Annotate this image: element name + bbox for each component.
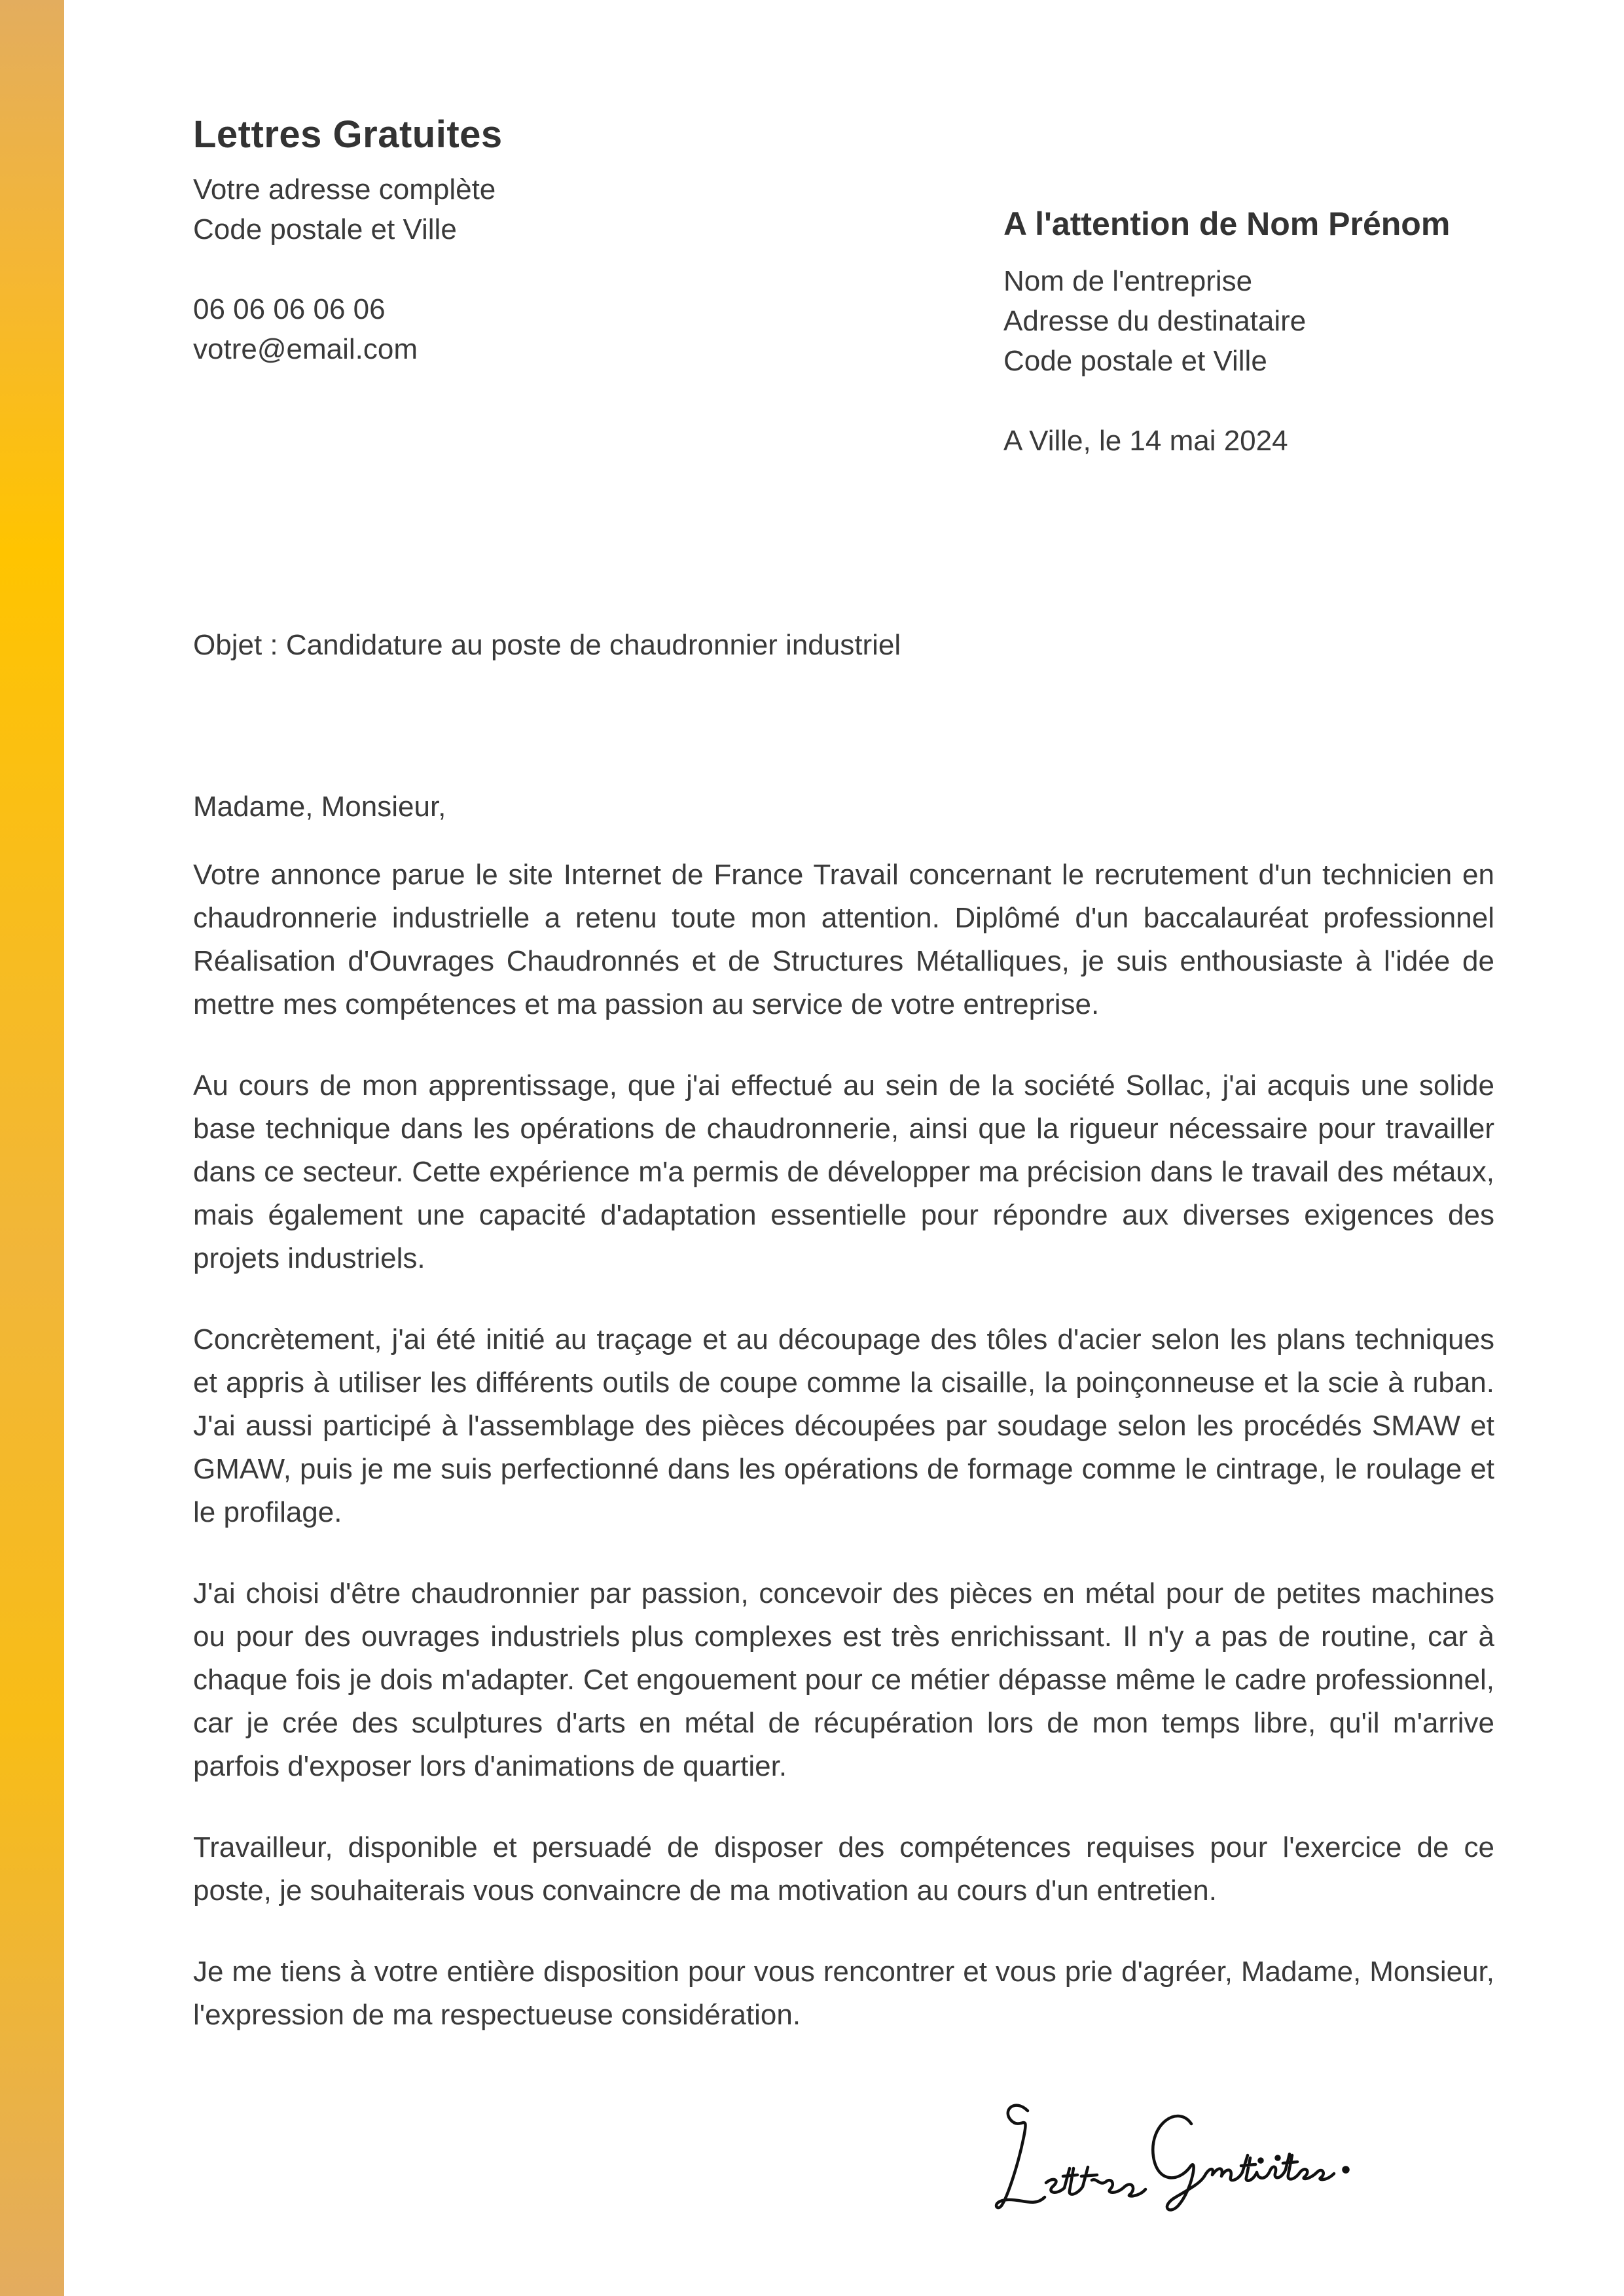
recipient-block bbox=[1003, 205, 1450, 461]
letter-date: A Ville, le 14 mai 2024 bbox=[1003, 425, 1288, 457]
sender-phone: 06 06 06 06 06 bbox=[193, 293, 386, 325]
sender-name: Lettres Gratuites bbox=[193, 113, 503, 156]
letter-subject: Objet : Candidature au poste de chaudronnier industriel bbox=[193, 629, 901, 661]
letter-body bbox=[193, 785, 1494, 2075]
paragraph-5: Travailleur, disponible et persuadé de disposer des compétences requises pour l'exercice de ce poste, je souhaiterais vous convaincre de ma motivation au cours d'un entretien. bbox=[193, 1831, 1494, 1907]
paragraph-1: Votre annonce parue le site Internet de France Travail concernant le recrutement d'un technicien en chaudronnerie industrielle a retenu toute mon attention. Diplômé d'un baccalauréat professionnel Réalisation d'Ouvrages Chaudronnés et de Structures Métalliques, je suis enthousiaste à l'idée de mettre mes compétences et ma passion au service de votre entreprise. bbox=[193, 859, 1494, 1020]
paragraph-6: Je me tiens à votre entière disposition pour vous rencontrer et vous prie d'agréer, Madame, Monsieur, l'expression de ma respectueuse considération. bbox=[193, 1956, 1494, 2031]
paragraph-3: Concrètement, j'ai été initié au traçage et au découpage des tôles d'acier selon les plans techniques et appris à utiliser les différents outils de coupe comme la cisaille, la poinçonneuse et la scie à ruban. J'ai aussi participé à l'assemblage des pièces découpées par soudage selon les procédés SMAW et GMAW, puis je me suis perfectionné dans les opérations de formage comme le cintrage, le roulage et le profilage. bbox=[193, 1323, 1494, 1528]
spacer bbox=[193, 249, 503, 289]
salutation: Madame, Monsieur, bbox=[193, 791, 446, 823]
sender-address: Votre adresse complète bbox=[193, 173, 496, 206]
recipient-address: Adresse du destinataire bbox=[1003, 305, 1307, 337]
spacer bbox=[1003, 381, 1450, 421]
sender-email: votre@email.com bbox=[193, 333, 418, 365]
paragraph-4: J'ai choisi d'être chaudronnier par passion, concevoir des pièces en métal pour de petites machines ou pour des ouvrages industriels plus complexes est très enrichissant. Il n'y a pas de routine, car à chaque fois je dois m'adapter. Cet engouement pour ce métier dépasse même le cadre professionnel, car je crée des sculptures d'arts en métal de récupération lors de mon temps libre, qu'il m'arrive parfois d'exposer lors d'animations de quartier. bbox=[193, 1577, 1494, 1782]
signature-image bbox=[982, 2085, 1362, 2215]
handwritten-signature bbox=[982, 2085, 1362, 2215]
sender-block bbox=[193, 113, 503, 369]
paragraph-2: Au cours de mon apprentissage, que j'ai effectué au sein de la société Sollac, j'ai acquis une solide base technique dans les opérations de chaudronnerie, ainsi que la rigueur nécessaire pour travailler dans ce secteur. Cette expérience m'a permis de développer ma précision dans le travail des métaux, mais également une capacité d'adaptation essentielle pour répondre aux diverses exigences des projets industriels. bbox=[193, 1069, 1494, 1274]
recipient-company: Nom de l'entreprise bbox=[1003, 265, 1253, 297]
sender-city: Code postale et Ville bbox=[193, 213, 457, 245]
recipient-attention: A l'attention de Nom Prénom bbox=[1003, 206, 1451, 242]
recipient-city: Code postale et Ville bbox=[1003, 345, 1267, 377]
decorative-side-bar bbox=[0, 0, 64, 2296]
